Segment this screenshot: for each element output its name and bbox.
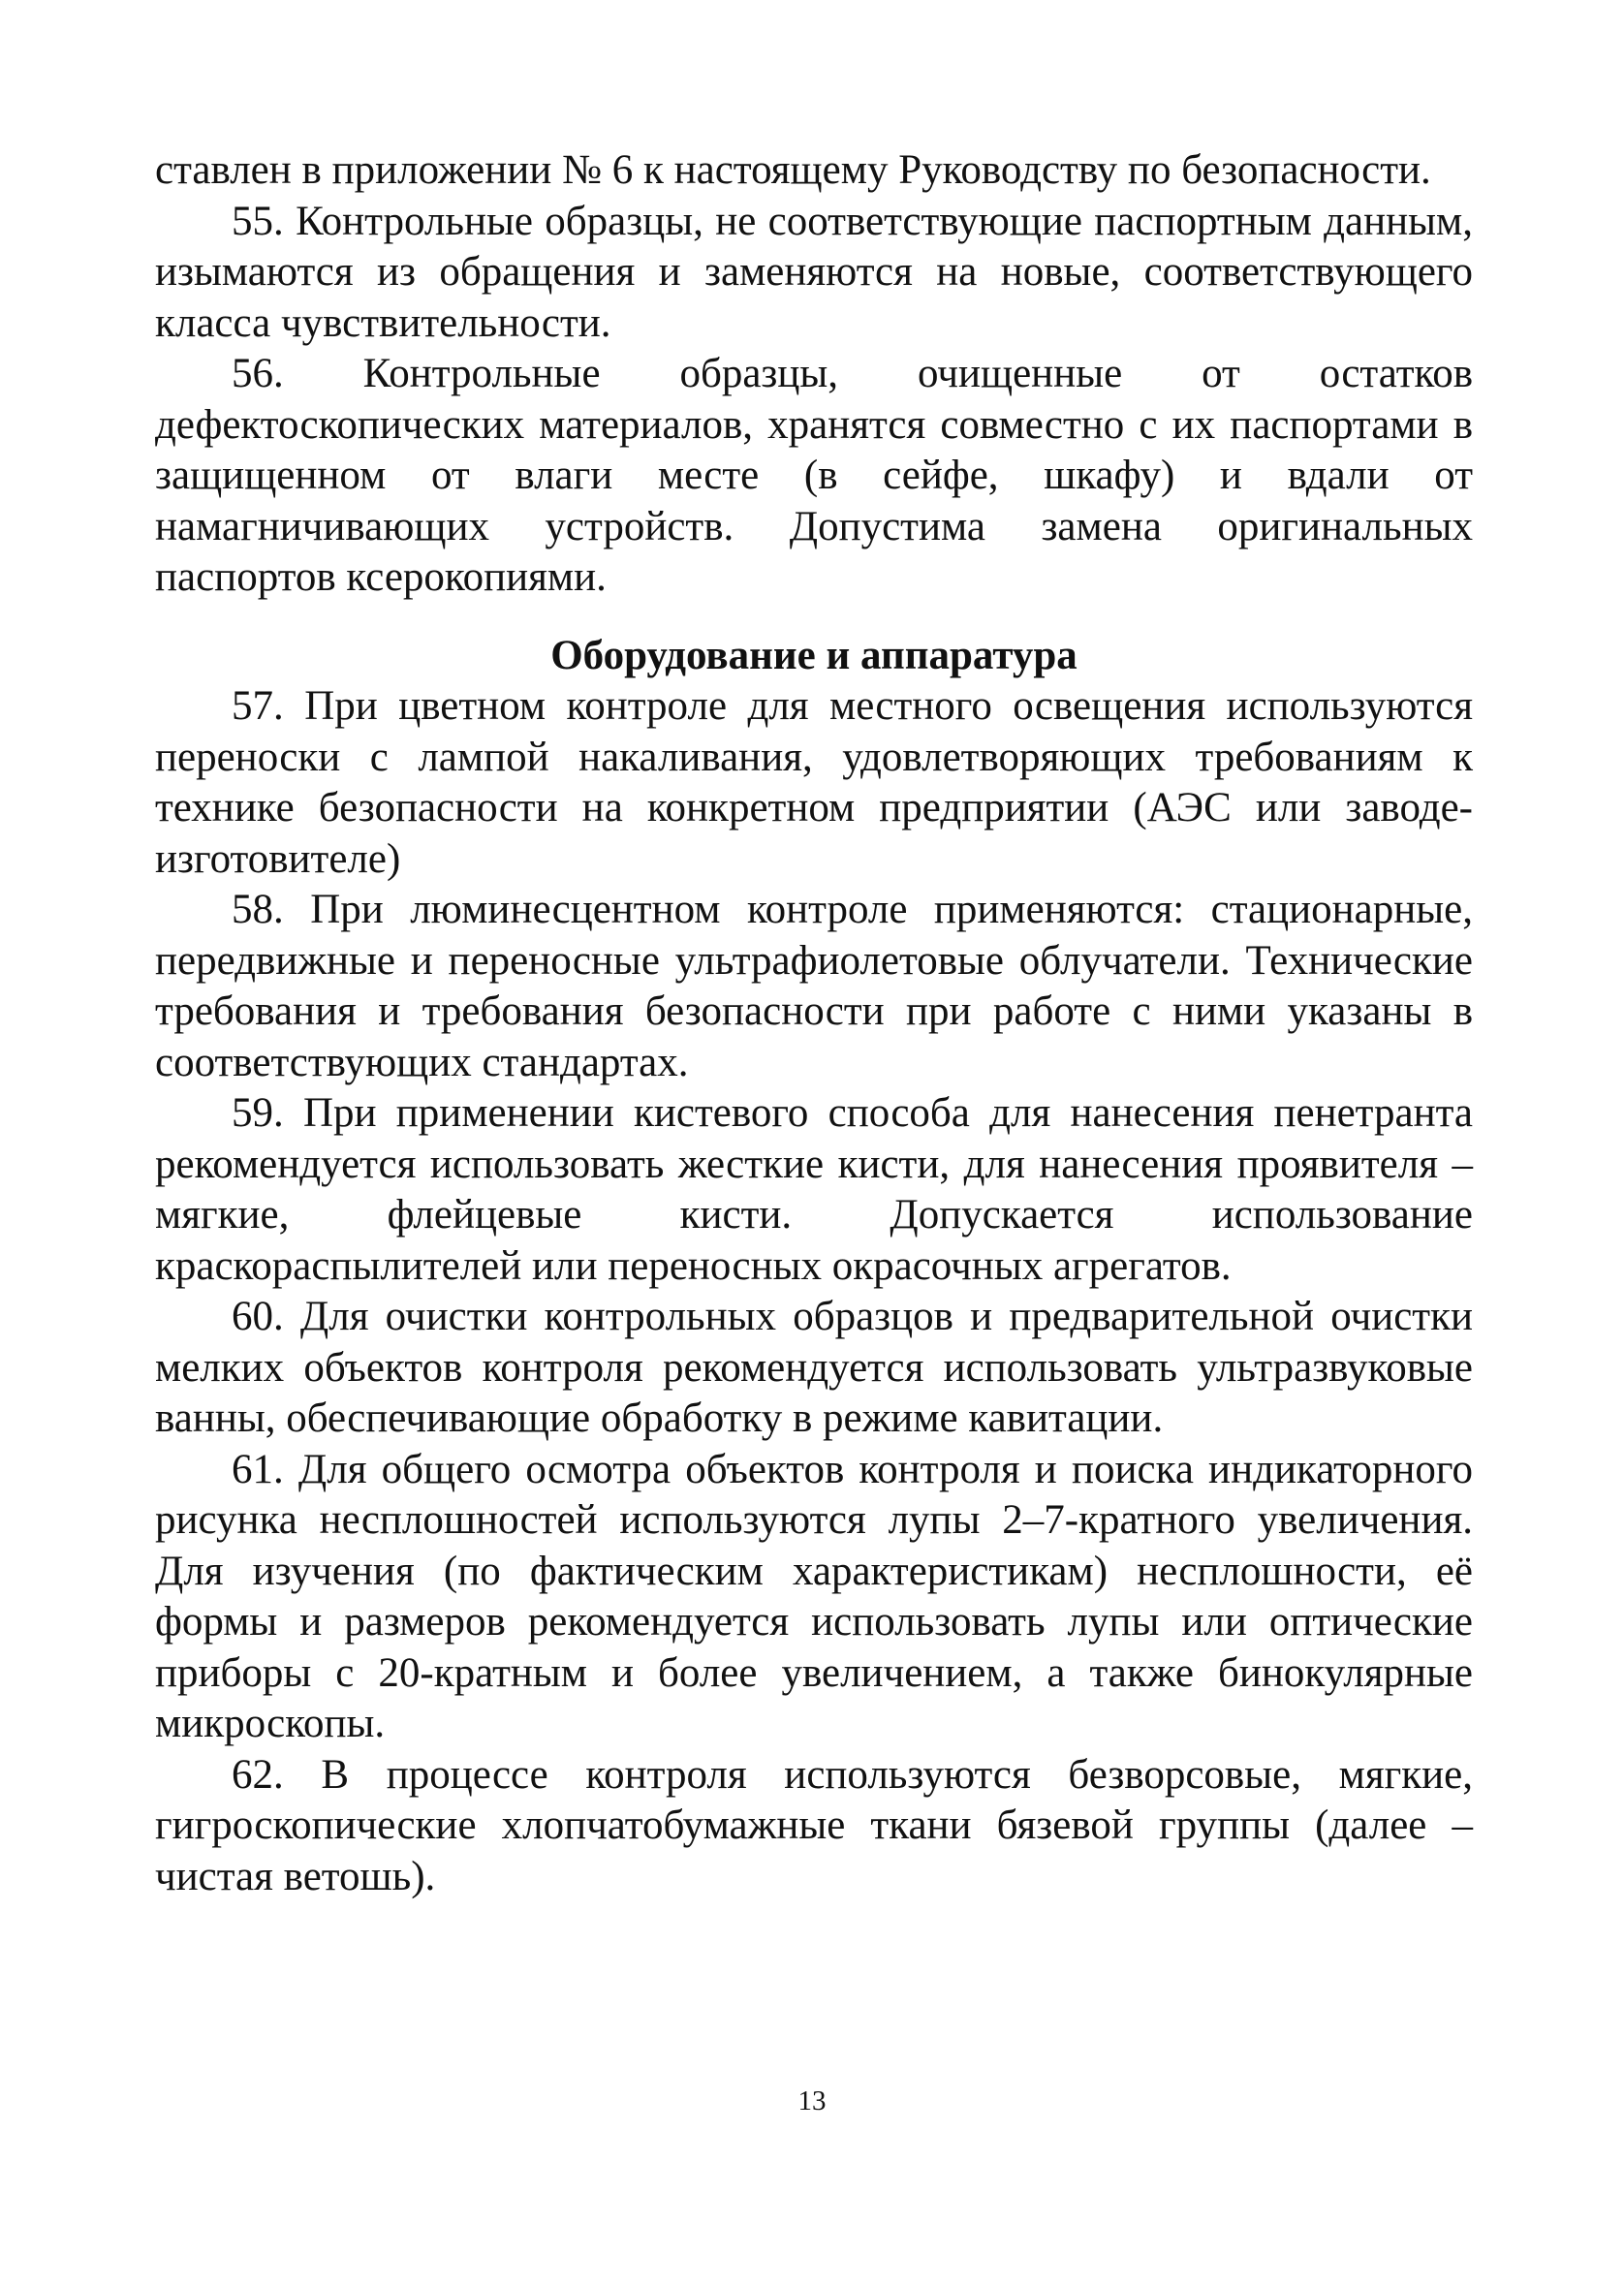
paragraph-61: 61. Для общего осмотра объектов контроля и поиска индикаторного рисунка несплошностей используются лупы 2–7-кратного увеличения. Для изучения (по фактическим характеристикам) несплошности, её формы и размеров рекомендуется использовать лупы или оптические приборы с 20-кратным и более увеличением, а также бинокулярные микроскопы.	[155, 1446, 1473, 1746]
section-heading: Оборудование и аппаратура	[550, 632, 1077, 678]
paragraph-57: 57. При цветном контроле для местного освещения используются переноски с лампой накаливания, удовлетворяющих требованиям к технике безопасности на конкретном предприятии (АЭС или заводе-изготовителе)	[155, 683, 1473, 882]
paragraph-60: 60. Для очистки контрольных образцов и предварительной очистки мелких объектов контроля рекомендуется использовать ультразвуковые ванны, обеспечивающие обработку в режиме кавитации.	[155, 1294, 1473, 1441]
paragraph-continuation: ставлен в приложении № 6 к настоящему Руководству по безопасности.	[155, 147, 1431, 193]
document-body	[155, 145, 1473, 1902]
paragraph-56: 56. Контрольные образцы, очищенные от остатков дефектоскопических материалов, хранятся совместно с их паспортами в защищенном от влаги месте (в сейфе, шкафу) и вдали от намагничивающих устройств. Допустима замена оригинальных паспортов ксерокопиями.	[155, 351, 1473, 600]
paragraph-59: 59. При применении кистевого способа для нанесения пенетранта рекомендуется использовать жесткие кисти, для нанесения проявителя – мягкие, флейцевые кисти. Допускается использование краскораспылителей или переносных окрасочных агрегатов.	[155, 1090, 1473, 1289]
page-number: 13	[797, 2085, 827, 2116]
paragraph-58: 58. При люминесцентном контроле применяются: стационарные, передвижные и переносные ультрафиолетовые облучатели. Технические требования и требования безопасности при работе с ними указаны в соответствующих стандартах.	[155, 887, 1473, 1085]
paragraph-55: 55. Контрольные образцы, не соответствующие паспортным данным, изымаются из обращения и заменяются на новые, соответствующего класса чувствительности.	[155, 198, 1473, 346]
paragraph-62: 62. В процессе контроля используются безворсовые, мягкие, гигроскопические хлопчатобумажные ткани бязевой группы (далее – чистая ветошь).	[155, 1751, 1473, 1899]
